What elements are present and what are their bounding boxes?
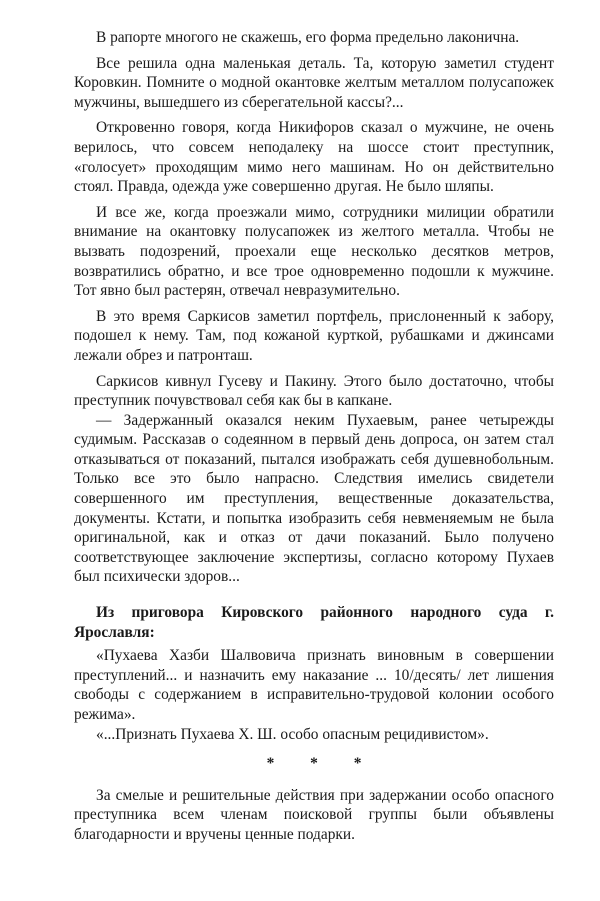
- paragraph-briefcase: В это время Саркисов заметил портфель, прислоненный к забору, подошел к нему. Там, под кожаной курткой, рубашками и джинсами лежали обрез и патронташ.: [74, 307, 554, 364]
- paragraph-report: В рапорте многого не скажешь, его форма предельно лаконична.: [96, 29, 520, 46]
- verdict-quote: «...Признать Пухаева Х. Ш. особо опасным рецидивистом».: [96, 725, 489, 743]
- paragraph-highway: Откровенно говоря, когда Никифоров сказал о мужчине, не очень верилось, что совсем неподалеку на шоссе стоит преступник, «голосует» проходящим мимо него машинам. Но он действительно стоял. Правда, одежда уже совершенно другая. Не было шляпы.: [74, 119, 554, 196]
- paragraph-boots: И все же, когда проезжали мимо, сотрудники милиции обратили внимание на окантовку полусапожек из желтого металла. Чтобы не вызвать подозрений, проехали еще несколько десятков метров, возвратились обратно, и все трое одновременно подошли к мужчине. Тот явно был растерян, отвечал невразумительно.: [74, 203, 554, 300]
- verdict-heading: Из приговора Кировского районного народного суда г. Ярославля:: [74, 604, 554, 641]
- section-separator: * * *: [266, 755, 378, 773]
- paragraph-detail: Все решила одна маленькая деталь. Та, которую заметил студент Коровкин. Помните о модной окантовке желтым металлом полусапожек мужчины, вышедшего из сберегательной кассы?...: [74, 54, 554, 111]
- paragraph-detainee: — Задержанный оказался неким Пухаевым, ранее четырежды судимым. Рассказав о содеянном в первый день допроса, он затем стал отказываться от показаний, пытался изображать себя душевнобольным. Только все это было напрасно. Следствия имелись свидетели совершенного им преступления, вещественные доказательства, документы. Кстати, и попытка изобразить себя невменяемым не была оригинальной, как и отказ от дачи показаний. Было получено соответствующее заключение экспертизы, согласно которому Пухаев был психически здоров...: [74, 411, 554, 586]
- paragraph-trap: Саркисов кивнул Гусеву и Пакину. Этого было достаточно, чтобы преступник почувствовал себя как бы в капкане.: [74, 372, 554, 410]
- verdict-quote: «Пухаева Хазби Шалвовича признать виновным в совершении преступлений... и назначить ему наказание ... 10/десять/ лет лишения свободы с содержанием в исправительно-трудовой колонии особого режима».: [74, 647, 554, 723]
- paragraph-closing: За смелые и решительные действия при задержании особо опасного преступника всем членам поисковой группы были объявлены благодарности и вручены ценные подарки.: [74, 786, 554, 843]
